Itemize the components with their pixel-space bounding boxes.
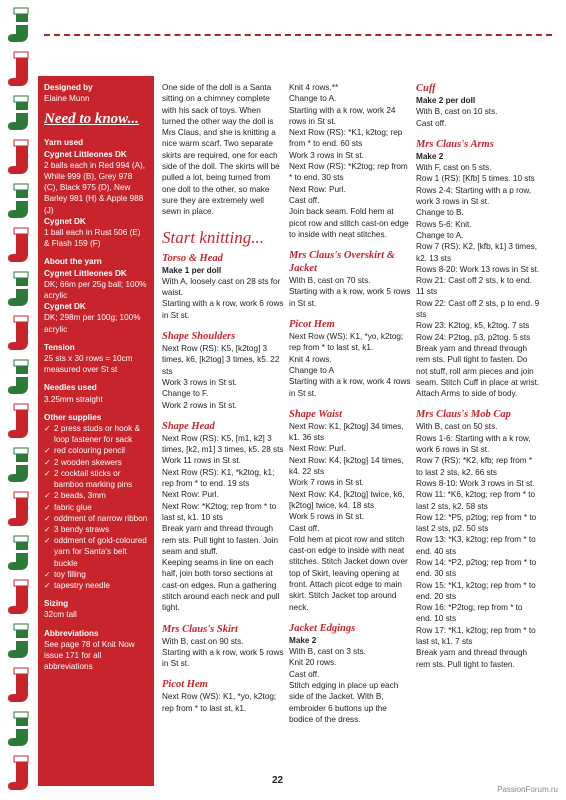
pattern-row: Knit 4 rows.** <box>289 83 339 92</box>
pattern-row: Change to A. <box>416 230 464 240</box>
pattern-row: Next Row: *K2tog; rep from * to last st, k1. 10 sts <box>162 501 277 522</box>
pattern-row: Change to A <box>289 365 335 375</box>
supply-item: ✓ 2 wooden skewers <box>44 457 148 468</box>
page-number: 22 <box>272 775 284 786</box>
arms-make: Make 2 <box>416 151 444 161</box>
supplies-list <box>44 423 148 591</box>
pattern-row: Row 17: *K1, k2tog; rep from * to last st, k1. 7 sts <box>416 625 536 647</box>
supplies-label: Other supplies <box>44 412 102 422</box>
yarn1-desc: 2 balls each in Red 994 (A), White 999 (B), Grey 978 (C), Black 975 (D), New Barley 981 (H) & Apple 988 (J) <box>44 160 146 215</box>
mob-cap-heading: Mrs Claus's Mob Cap <box>416 409 511 421</box>
pattern-row: Next Row (WS): K1, *yo, k2tog; rep from * to last st, k1. <box>289 332 404 353</box>
cuff-heading: Cuff <box>416 83 436 94</box>
pattern-row: Rows 2-4: Starting with a p row, work 3 rows in St st. <box>416 185 532 207</box>
pattern-row: Break yarn and thread through rem sts. Pull tight to fasten. <box>416 648 528 669</box>
arms-heading: Mrs Claus's Arms <box>416 138 494 150</box>
designer-name: Elaine Munn <box>44 94 90 104</box>
pattern-row: Keeping seams in line on each half, join both torso sections at cast-on edges. Run a gathering stitch around each neck and pull tight. <box>162 558 280 613</box>
pattern-row: Row 15: *K1, k2tog; rep from * to end. 20 sts <box>416 580 536 601</box>
pattern-row: Row 21: Cast off 2 sts, k to end. 11 sts <box>416 276 532 297</box>
tension-label: Tension <box>44 342 75 352</box>
about1-name: Cygnet Littleones DK <box>44 268 127 278</box>
need-to-know-heading: Need to know... <box>44 111 139 128</box>
start-knitting-heading: Start knitting... <box>162 227 264 247</box>
waist-heading: Shape Waist <box>289 408 343 420</box>
about2-desc: DK; 298m per 100g; 100% acrylic <box>44 313 141 334</box>
pattern-row: With B, cast on 90 sts. <box>162 636 244 646</box>
pattern-row: Work 5 rows in St st. <box>289 512 364 522</box>
pattern-row: Work 11 rows in St st. <box>162 456 241 466</box>
pattern-row: Join back seam. Fold hem at picot row and stitch cast-on edge to inside with neat stitches. <box>289 207 409 239</box>
pattern-row: Next Row: K1, [k2tog] 34 times, k1. 36 sts <box>289 421 404 443</box>
jacket-edgings-heading: Jacket Edgings <box>289 622 356 634</box>
yarn2-name: Cygnet DK <box>44 216 86 226</box>
yarn1-name: Cygnet Littleones DK <box>44 149 127 159</box>
pattern-row: With B, cast on 50 sts. <box>416 422 498 432</box>
pattern-row: With B, cast on 70 sts. <box>289 276 371 286</box>
pattern-row: Next Row: Purl. <box>162 490 219 500</box>
supply-item: ✓ red colouring pencil <box>44 445 148 456</box>
pattern-row: Work 3 rows in St st. <box>289 150 364 160</box>
abbreviations-label: Abbreviations <box>44 628 99 638</box>
pattern-row: Next Row (RS): K5, [k2tog] 3 times, k6, [k2tog] 3 times, k5. 22 sts <box>162 344 280 376</box>
needles-value: 3.25mm straight <box>44 394 103 404</box>
picot-hem-heading: Picot Hem <box>162 679 208 691</box>
supply-item: ✓ 2 cocktail sticks or bamboo marking pins <box>44 468 148 490</box>
pattern-row: Knit 20 rows. <box>289 658 337 668</box>
pattern-row: Change to A. <box>289 94 337 104</box>
pattern-row: With F, cast on 5 sts. <box>416 163 492 173</box>
supply-item: ✓ 2 beads, 3mm <box>44 490 148 501</box>
pattern-row: Starting with a k row, work 4 rows in St st. <box>289 377 411 398</box>
supply-item: ✓ oddment of narrow ribbon <box>44 513 148 524</box>
pattern-row: Knit 4 rows. <box>289 354 332 364</box>
pattern-row: Rows 8-20: Work 13 rows in St st. <box>416 264 540 274</box>
pattern-row: Starting with a k row, work 24 rows in St st. <box>289 105 396 126</box>
torso-make: Make 1 per doll <box>162 265 222 275</box>
pattern-row: Next Row (RS): *K2tog; rep from * to end. 30 sts <box>289 162 408 183</box>
pattern-row: Row 7 (RS): *K2, kfb; rep from * to last 2 sts, k2. 66 sts <box>416 456 533 477</box>
about-yarn-label: About the yarn <box>44 257 102 267</box>
pattern-row: Row 1 (RS): [Kfb] 5 times. 10 sts <box>416 174 535 184</box>
pattern-row: Cast off. <box>289 195 320 205</box>
torso-text-2: Starting with a k row, work 6 rows in St st. <box>162 299 284 320</box>
cuff-make: Make 2 per doll <box>416 96 476 105</box>
pattern-row: Row 16: *P2tog; rep from * to end. 10 sts <box>416 603 523 624</box>
pattern-row: Starting with a k row, work 5 rows in St st. <box>289 287 411 308</box>
intro-text: One side of the doll is a Santa sitting on a chimney complete with his sack of toys. When turned the other way the doll is Mrs Claus, and she is knitting a nice warm scarf. Two separate skirts are required, one for each side of the doll. The skirts will be pulled a lot, being turned from one doll to the other, so make sure they are extremely well sewn in place. <box>162 83 280 217</box>
sizing-value: 32cm tall <box>44 610 77 620</box>
pattern-row: Rows 5-6: Knit. <box>416 219 472 229</box>
pattern-row: Cast off. <box>289 669 320 679</box>
pattern-row: Starting with a k row, work 5 rows in St st. <box>162 647 284 669</box>
pattern-row: Change to F. <box>162 389 209 399</box>
supply-item: ✓ 3 bendy straws <box>44 524 148 535</box>
pattern-row: Break yarn and thread through rem sts. Pull tight to fasten. Join seam and stuff. <box>162 524 279 556</box>
pattern-row: Row 22: Cast off 2 sts, p to end. 9 sts <box>416 298 540 320</box>
head-heading: Shape Head <box>162 420 215 432</box>
pattern-row: Row 12: *P5, p2tog; rep from * to last 2 sts, p2. 50 sts <box>416 512 537 534</box>
pattern-row: With B, cast on 10 sts. <box>416 107 498 117</box>
pattern-row: Work 3 rows in St st. <box>162 377 237 387</box>
pattern-row: Change to B. <box>416 208 464 218</box>
supply-item: ✓ toy filling <box>44 569 148 580</box>
pattern-row: Next Row: K4, [k2tog] twice, k6, [k2tog] twice, k4. 18 sts <box>289 489 405 510</box>
shoulders-heading: Shape Shoulders <box>162 331 236 343</box>
pattern-row: Row 7 (RS): K2, [kfb, k1] 3 times, k2. 13 sts <box>416 242 538 263</box>
stocking-border <box>0 0 40 800</box>
about1-desc: DK; 66m per 25g ball; 100% acrylic <box>44 279 147 301</box>
sizing-label: Sizing <box>44 599 69 609</box>
edging-make: Make 2 <box>289 635 317 645</box>
pattern-row: Work 7 rows in St st. <box>289 478 364 488</box>
pattern-row: Row 23: K2tog, k5, k2tog. 7 sts <box>416 321 530 331</box>
pattern-row: Row 11: *K6, k2tog; rep from * to last 2 sts, k2. 58 sts <box>416 490 536 511</box>
pattern-row: Cast off. <box>416 118 447 128</box>
pattern-row: Rows 8-10: Work 3 rows in St st. <box>416 478 535 488</box>
about2-name: Cygnet DK <box>44 302 86 312</box>
designed-by-label: Designed by <box>44 83 93 92</box>
yarn2-desc: 1 ball each in Rust 506 (E) & Flash 159 (F) <box>44 228 141 249</box>
yarn-used-label: Yarn used <box>44 138 84 148</box>
watermark: PassionForum.ru <box>497 785 558 794</box>
pattern-row: Rows 1-6: Starting with a k row, work 6 rows in St st. <box>416 433 531 455</box>
column-1 <box>162 82 284 714</box>
pattern-row: Next Row (RS): *K1, k2tog; rep from * to end. 60 sts <box>289 128 403 149</box>
supply-item: ✓ 2 press studs or hook & loop fastener for sack <box>44 423 148 445</box>
pattern-row: Row 24: P2tog, p3, p2tog. 5 sts <box>416 332 531 342</box>
tension-value: 25 sts x 30 rows = 10cm measured over St st <box>44 354 133 375</box>
pattern-row: Next Row: Purl. <box>289 444 346 454</box>
overskirt-heading: Mrs Claus's Overskirt & Jacket <box>289 250 395 275</box>
pattern-row: Next Row: Purl. <box>289 184 346 194</box>
pattern-row: Next Row (WS): K1, *yo, k2tog; rep from * to last st, k1. <box>162 692 277 713</box>
supply-item: ✓ tapestry needle <box>44 580 148 591</box>
abbreviations-value: See page 78 of Knit Now issue 171 for all abbreviations <box>44 639 135 672</box>
pattern-row: Next Row: K4, [k2tog] 14 times, k4. 22 sts <box>289 455 404 477</box>
pattern-row: Next Row (RS): K5, [m1, k2] 3 times, [k2, m1] 3 times, k5. 28 sts <box>162 433 284 455</box>
pattern-row: Row 14: *P2, p2tog; rep from * to end. 30 sts <box>416 557 537 579</box>
picot-hem-heading: Picot Hem <box>289 319 335 331</box>
need-to-know-sidebar <box>38 76 154 786</box>
stocking-icon <box>0 0 40 800</box>
column-3 <box>416 82 540 670</box>
pattern-row: Stitch edging in place up each side of the Jacket. With B, embroider 6 buttons up the bodice of the dress. <box>289 681 399 724</box>
pattern-row: Work 2 rows in St st. <box>162 400 237 410</box>
pattern-row: Cast off. <box>289 523 320 533</box>
skirt-heading: Mrs Claus's Skirt <box>162 623 238 635</box>
torso-text: With A, loosely cast on 28 sts for waist. <box>162 276 281 298</box>
top-divider <box>44 34 552 36</box>
supply-item: ✓ fabric glue <box>44 502 148 513</box>
pattern-row: Fold hem at picot row and stitch cast-on edge to inside with neat stitches. Stitch Jacket down over top of Skirt, leaving opening at front. Attach picot edge to main skirt. Stitch Jacket top around neck. <box>289 534 408 612</box>
needles-label: Needles used <box>44 383 97 393</box>
column-2 <box>289 82 411 725</box>
pattern-row: Break yarn and thread through rem sts. Pull tight to fasten. Do not stuff, roll arm pieces and join seam. Stitch Cuff in place at wrist. Attach Arms to side of body. <box>416 343 540 399</box>
supply-item: ✓ oddment of gold-coloured yarn for Santa's belt buckle <box>44 535 148 569</box>
torso-heading: Torso & Head <box>162 252 223 264</box>
pattern-row: Next Row (RS): K1, *k2tog, k1; rep from * to end. 19 sts <box>162 467 275 489</box>
pattern-row: With B, cast on 3 sts. <box>289 647 366 657</box>
pattern-row: Row 13: *K3, k2tog; rep from * to end. 40 sts <box>416 535 536 556</box>
